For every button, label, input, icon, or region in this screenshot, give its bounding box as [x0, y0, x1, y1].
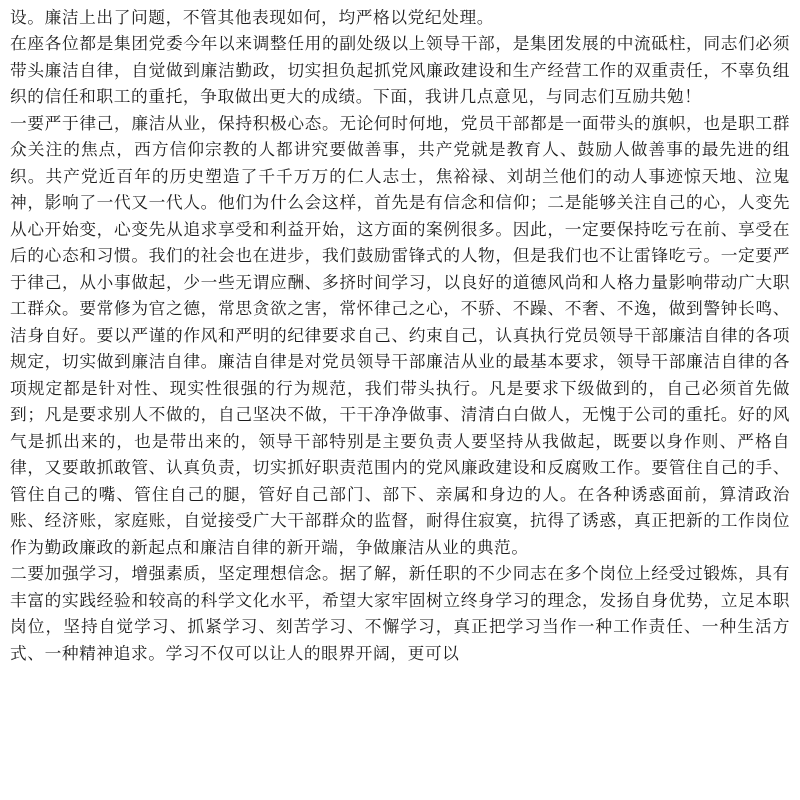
paragraph-4: 二要加强学习，增强素质，坚定理想信念。据了解，新任职的不少同志在多个岗位上经受过锻炼，具有丰富的实践经验和较高的科学文化水平，希望大家牢固树立终身学习的理念，发扬自身优势，立足本职岗位，坚持自觉学习、抓紧学习、刻苦学习、不懈学习，真正把学习当作一种工作责任、一种生活方式、一种精神追求。学习不仅可以让人的眼界开阔，更可以: [10, 563, 790, 663]
paragraph-2: 在座各位都是集团党委今年以来调整任用的副处级以上领导干部，是集团发展的中流砥柱，同志们必须带头廉洁自律，自觉做到廉洁勤政，切实担负起抓党风廉政建设和生产经营工作的双重责任，不辜负组织的信任和职工的重托，争取做出更大的成绩。下面，我讲几点意见，与同志们互励共勉！: [10, 33, 790, 106]
paragraph-1: 设。廉洁上出了问题，不管其他表现如何，均严格以党纪处理。: [10, 6, 495, 27]
paragraph-3: 一要严于律己，廉洁从业，保持积极心态。无论何时何地，党员干部都是一面带头的旗帜，也是职工群众关注的焦点，西方信仰宗教的人都讲究要做善事，共产党就是教育人、鼓励人做善事的最先进的组织。共产党近百年的历史塑造了千千万万的仁人志士，焦裕禄、刘胡兰他们的动人事迹惊天地、泣鬼神，影响了一代又一代人。他们为什么会这样，首先是有信念和信仰；二是能够关注自己的心，人变先从心开始变，心变先从追求享受和利益开始，这方面的案例很多。因此，一定要保持吃亏在前、享受在后的心态和习惯。我们的社会也在进步，我们鼓励雷锋式的人物，但是我们也不让雷锋吃亏。一定要严于律己，从小事做起，少一些无谓应酬、多挤时间学习，以良好的道德风尚和人格力量影响带动广大职工群众。要常修为官之德，常思贪欲之害，常怀律己之心，不骄、不躁、不奢、不逸，做到警钟长鸣、洁身自好。要以严谨的作风和严明的纪律要求自己、约束自己，认真执行党员领导干部廉洁自律的各项规定，切实做到廉洁自律。廉洁自律是对党员领导干部廉洁从业的最基本要求，领导干部廉洁自律的各项规定都是针对性、现实性很强的行为规范，我们带头执行。凡是要求下级做到的，自己必须首先做到；凡是要求别人不做的，自己坚决不做，干干净净做事、清清白白做人，无愧于公司的重托。好的风气是抓出来的，也是带出来的，领导干部特别是主要负责人要坚持从我做起，既要以身作则、严格自律，又要敢抓敢管、认真负责，切实抓好职责范围内的党风廉政建设和反腐败工作。要管住自己的手、管住自己的嘴、管住自己的腿，管好自己部门、部下、亲属和身边的人。在各种诱惑面前，算清政治账、经济账，家庭账，自觉接受广大干部群众的监督，耐得住寂寞，抗得了诱惑，真正把新的工作岗位作为勤政廉政的新起点和廉洁自律的新开端，争做廉洁从业的典范。: [10, 112, 790, 557]
